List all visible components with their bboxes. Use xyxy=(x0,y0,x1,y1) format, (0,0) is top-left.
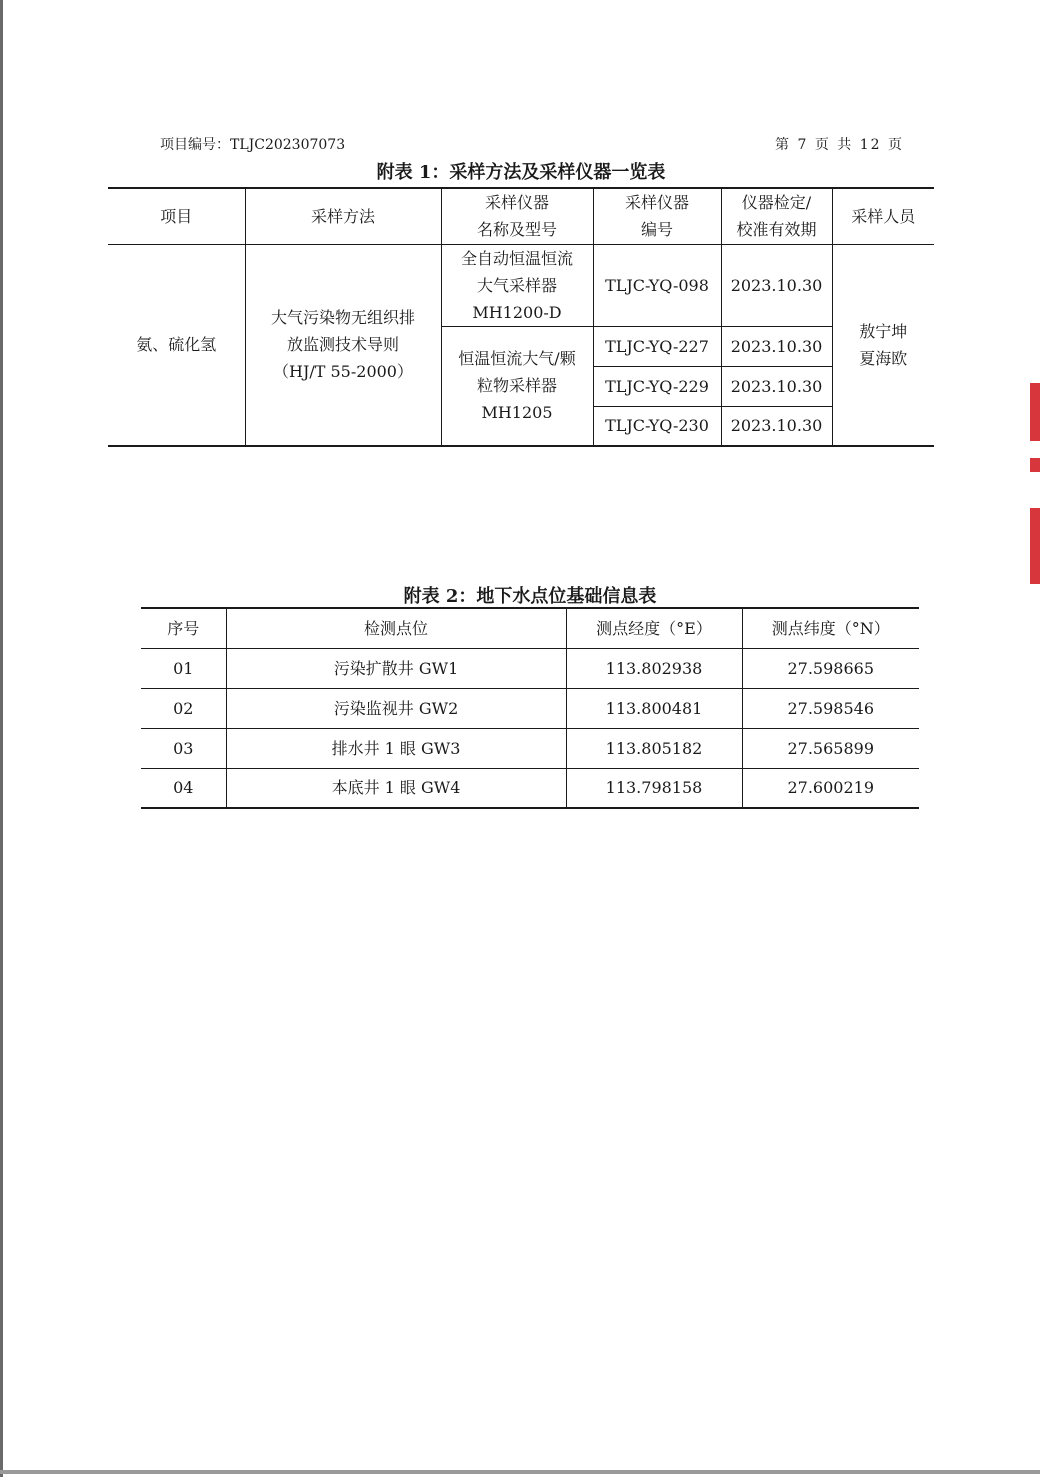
instrument-number: TLJC-YQ-227 xyxy=(593,326,721,366)
header-number-line1: 采样仪器 xyxy=(624,193,689,213)
header-number-line2: 编号 xyxy=(640,220,673,240)
instrument-line: 大气采样器 xyxy=(476,275,557,295)
longitude-cell: 113.800481 xyxy=(566,688,742,728)
table-row xyxy=(108,244,934,326)
seal-stamp-fragment xyxy=(1030,383,1040,441)
table-row xyxy=(141,648,919,688)
instrument-number: TLJC-YQ-229 xyxy=(593,366,721,406)
method-line: 放监测技术导则 xyxy=(286,335,399,355)
method-line: （HJ/T 55-2000） xyxy=(272,362,413,382)
header-instrument-number xyxy=(593,188,721,244)
table1-header-row xyxy=(108,188,934,244)
point-cell: 本底井 1 眼 GW4 xyxy=(226,768,566,808)
instrument-line: 粒物采样器 xyxy=(476,376,557,396)
table-row xyxy=(141,768,919,808)
groundwater-points-table xyxy=(141,607,919,809)
latitude-cell: 27.600219 xyxy=(742,768,919,808)
personnel-name: 敖宁坤 xyxy=(859,321,908,341)
table-row xyxy=(141,688,919,728)
longitude-cell: 113.805182 xyxy=(566,728,742,768)
instrument1-cell xyxy=(441,244,593,326)
calibration-date: 2023.10.30 xyxy=(721,244,832,326)
header-instrument xyxy=(441,188,593,244)
header-personnel: 采样人员 xyxy=(832,188,934,244)
header-longitude: 测点经度（°E） xyxy=(566,608,742,648)
instrument-line: 全自动恒温恒流 xyxy=(460,248,573,268)
instrument-line: 恒温恒流大气/颗 xyxy=(458,349,576,369)
instrument-line: MH1205 xyxy=(481,403,553,423)
header-item: 项目 xyxy=(108,188,245,244)
instrument-number: TLJC-YQ-230 xyxy=(593,406,721,446)
sampling-methods-table xyxy=(108,187,934,447)
item-cell: 氨、硫化氢 xyxy=(108,244,245,446)
calibration-date: 2023.10.30 xyxy=(721,366,832,406)
seq-cell: 01 xyxy=(141,648,226,688)
header-seq: 序号 xyxy=(141,608,226,648)
page-edge-left xyxy=(0,0,3,1477)
table2-title: 附表 2：地下水点位基础信息表 xyxy=(403,586,657,607)
table1-title: 附表 1：采样方法及采样仪器一览表 xyxy=(376,162,666,183)
latitude-cell: 27.598665 xyxy=(742,648,919,688)
header-calib-line2: 校准有效期 xyxy=(736,220,817,240)
header-latitude: 测点纬度（°N） xyxy=(742,608,919,648)
seal-stamp-fragment xyxy=(1030,508,1040,584)
point-cell: 排水井 1 眼 GW3 xyxy=(226,728,566,768)
longitude-cell: 113.802938 xyxy=(566,648,742,688)
project-number: 项目编号：TLJC202307073 xyxy=(160,137,346,153)
seq-cell: 03 xyxy=(141,728,226,768)
instrument-number: TLJC-YQ-098 xyxy=(593,244,721,326)
seq-cell: 02 xyxy=(141,688,226,728)
header-instrument-line1: 采样仪器 xyxy=(484,193,549,213)
personnel-cell xyxy=(832,244,934,446)
instrument-line: MH1200-D xyxy=(472,302,562,322)
method-line: 大气污染物无组织排 xyxy=(270,308,415,328)
header-point: 检测点位 xyxy=(226,608,566,648)
point-cell: 污染扩散井 GW1 xyxy=(226,648,566,688)
table2-header-row xyxy=(141,608,919,648)
calibration-date: 2023.10.30 xyxy=(721,326,832,366)
page-number: 第 7 页 共 12 页 xyxy=(775,137,904,153)
seq-cell: 04 xyxy=(141,768,226,808)
seal-stamp-fragment xyxy=(1030,458,1040,472)
point-cell: 污染监视井 GW2 xyxy=(226,688,566,728)
calibration-date: 2023.10.30 xyxy=(721,406,832,446)
longitude-cell: 113.798158 xyxy=(566,768,742,808)
page-edge-bottom xyxy=(0,1470,1040,1474)
latitude-cell: 27.565899 xyxy=(742,728,919,768)
header-calib-line1: 仪器检定/ xyxy=(741,193,812,213)
header-instrument-line2: 名称及型号 xyxy=(476,220,557,240)
latitude-cell: 27.598546 xyxy=(742,688,919,728)
header-calibration xyxy=(721,188,832,244)
method-cell xyxy=(245,244,441,446)
instrument2-cell xyxy=(441,326,593,446)
table-row xyxy=(141,728,919,768)
personnel-name: 夏海欧 xyxy=(859,348,908,368)
header-method: 采样方法 xyxy=(245,188,441,244)
